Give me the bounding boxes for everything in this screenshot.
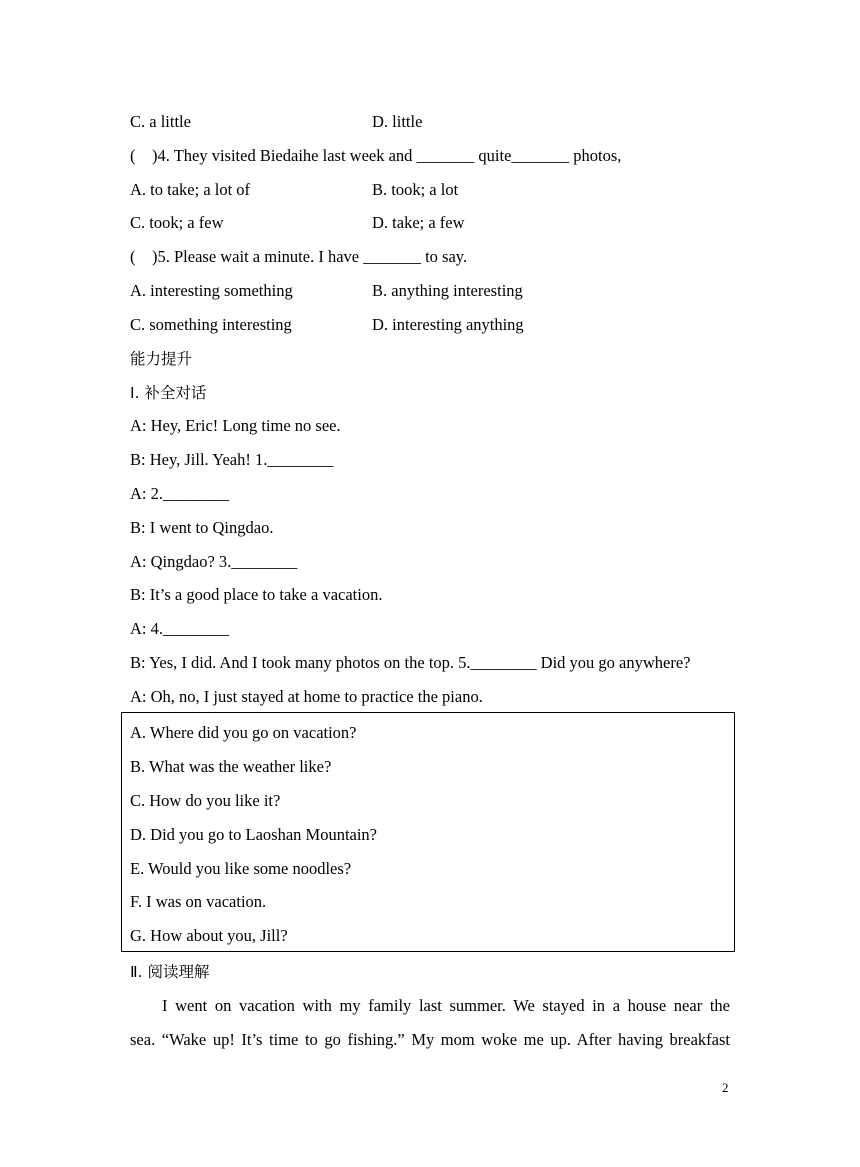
q4-option-c: C. took; a few bbox=[130, 213, 224, 232]
q4-option-a: A. to take; a lot of bbox=[130, 180, 251, 199]
dialogue-line: A: Hey, Eric! Long time no see. bbox=[130, 416, 341, 435]
dialogue-option: E. Would you like some noodles? bbox=[130, 859, 352, 878]
page-number: 2 bbox=[722, 1080, 729, 1095]
dialogue-line: B: Yes, I did. And I took many photos on the top. 5.________ Did you go anywhere? bbox=[130, 653, 691, 672]
q5-option-d: D. interesting anything bbox=[372, 315, 524, 334]
q3-option-c: C. a little bbox=[130, 112, 191, 131]
q4-stem: ( )4. They visited Biedaihe last week and _______ quite_______ photos, bbox=[130, 146, 622, 165]
dialogue-option: C. How do you like it? bbox=[130, 791, 281, 810]
dialogue-line: A: 4.________ bbox=[130, 619, 229, 638]
q3-option-d: D. little bbox=[372, 112, 423, 131]
dialogue-line: A: Oh, no, I just stayed at home to practice the piano. bbox=[130, 687, 483, 706]
dialogue-option: B. What was the weather like? bbox=[130, 757, 332, 776]
passage-line: I went on vacation with my family last summer. We stayed in a house near the bbox=[162, 996, 730, 1015]
q4-option-b: B. took; a lot bbox=[372, 180, 459, 199]
q5-stem: ( )5. Please wait a minute. I have _______ to say. bbox=[130, 247, 468, 266]
dialogue-option: A. Where did you go on vacation? bbox=[130, 723, 357, 742]
passage-line: sea. “Wake up! It’s time to go fishing.” My mom woke me up. After having breakfast bbox=[130, 1030, 730, 1049]
q4-option-d: D. take; a few bbox=[372, 213, 465, 232]
dialogue-option: F. I was on vacation. bbox=[130, 892, 267, 911]
dialogue-line: B: It’s a good place to take a vacation. bbox=[130, 585, 383, 604]
dialogue-options-box bbox=[121, 712, 735, 952]
q5-option-b: B. anything interesting bbox=[372, 281, 523, 300]
q5-option-c: C. something interesting bbox=[130, 315, 292, 334]
dialogue-line: B: I went to Qingdao. bbox=[130, 518, 274, 537]
section-title: 能力提升 bbox=[130, 350, 193, 368]
part2-title: Ⅱ. 阅读理解 bbox=[130, 963, 210, 981]
part1-title: Ⅰ. 补全对话 bbox=[130, 384, 207, 402]
dialogue-line: A: Qingdao? 3.________ bbox=[130, 552, 298, 571]
dialogue-line: A: 2.________ bbox=[130, 484, 229, 503]
dialogue-option: G. How about you, Jill? bbox=[130, 926, 288, 945]
dialogue-line: B: Hey, Jill. Yeah! 1.________ bbox=[130, 450, 334, 469]
dialogue-option: D. Did you go to Laoshan Mountain? bbox=[130, 825, 378, 844]
q5-option-a: A. interesting something bbox=[130, 281, 293, 300]
